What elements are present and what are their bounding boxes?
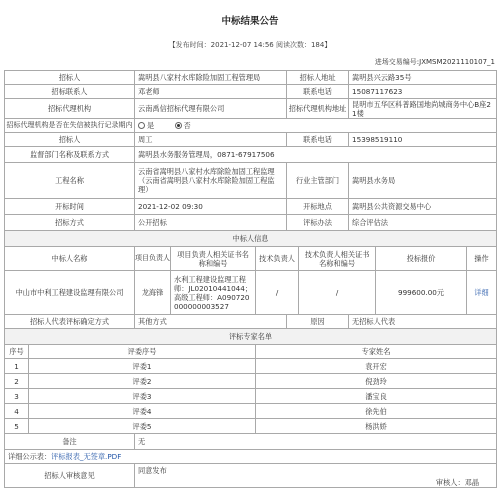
radio-no-label: 否	[183, 121, 191, 131]
audit-reviewer	[436, 478, 479, 487]
audit-label: 招标人审核意见	[5, 464, 135, 488]
tenderer-address-value: 嵩明县兴云路35号	[349, 71, 497, 85]
expert-no: 3	[5, 389, 29, 404]
expert-section-title: 评标专家名单	[5, 329, 497, 345]
contact-phone-value: 15087117623	[349, 85, 497, 99]
row-project	[5, 163, 497, 199]
winner-header-price: 投标报价	[376, 247, 467, 271]
expert-seat: 评委5	[29, 419, 256, 434]
radio-circle-icon	[175, 122, 182, 129]
row-supervisor	[5, 147, 497, 163]
row-attachment	[5, 450, 497, 464]
table-row	[5, 389, 497, 404]
winner-action-cell	[467, 271, 497, 315]
page-title: 中标结果公告	[221, 16, 279, 27]
winner-header-tech: 技术负责人	[256, 247, 299, 271]
winner-header-pm-cert: 项目负责人相关证书名称和编号	[171, 247, 256, 271]
tenderer-value: 嵩明县八家村水库除险加固工程管理局	[135, 71, 287, 85]
table-row	[5, 419, 497, 434]
expert-no: 4	[5, 404, 29, 419]
audit-cell	[135, 464, 497, 488]
winner-section-title: 中标人信息	[5, 231, 497, 247]
table-row	[5, 359, 497, 374]
remark-label: 备注	[5, 434, 135, 450]
attachment-label: 详细公示表：	[8, 452, 52, 461]
expert-seat: 评委2	[29, 374, 256, 389]
representative-label: 招标人	[5, 133, 135, 147]
expert-header-name: 专家姓名	[256, 345, 497, 359]
agency-address-label: 招标代理机构地址	[287, 99, 349, 119]
row-expert-header	[5, 345, 497, 359]
winner-header-action: 操作	[467, 247, 497, 271]
expert-no: 5	[5, 419, 29, 434]
table-row	[5, 404, 497, 419]
supervisor-label: 监督部门名称及联系方式	[5, 147, 135, 163]
open-time-label: 开标时间	[5, 199, 135, 215]
row-rep-method	[5, 315, 497, 329]
row-dishonest	[5, 119, 497, 133]
open-place-value: 嵩明县公共资源交易中心	[349, 199, 497, 215]
radio-no[interactable]	[175, 121, 191, 130]
supervisor-value: 嵩明县水务服务管理局，0871-67917506	[135, 147, 497, 163]
expert-header-seat: 评委序号	[29, 345, 256, 359]
radio-circle-icon	[138, 122, 145, 129]
evaluation-method-value: 综合评估法	[349, 215, 497, 231]
row-agency	[5, 99, 497, 119]
reason-label: 原因	[287, 315, 349, 329]
winner-header-name: 中标人名称	[5, 247, 135, 271]
open-time-value: 2021-12-02 09:30	[135, 199, 287, 215]
rep-method-value: 其他方式	[135, 315, 287, 329]
expert-seat: 评委3	[29, 389, 256, 404]
representative-phone-value: 15398519110	[349, 133, 497, 147]
bid-method-value: 公开招标	[135, 215, 287, 231]
publish-info: 【发布时间：2021-12-07 14:56 阅读次数：184】	[168, 41, 332, 49]
expert-no: 2	[5, 374, 29, 389]
contact-label: 招标联系人	[5, 85, 135, 99]
attachment-cell	[5, 450, 497, 464]
row-tenderer	[5, 71, 497, 85]
expert-seat: 评委4	[29, 404, 256, 419]
winner-name: 中山市中利工程建设监理有限公司	[5, 271, 135, 315]
authority-label: 行业主管部门	[287, 163, 349, 199]
expert-header-no: 序号	[5, 345, 29, 359]
audit-reviewer-label: 审核人：	[435, 477, 465, 487]
representative-phone-label: 联系电话	[287, 133, 349, 147]
open-place-label: 开标地点	[287, 199, 349, 215]
expert-name: 杨洪娇	[256, 419, 497, 434]
project-value: 云南省嵩明县八家村水库除险加固工程监理（云南省嵩明县八家村水库除险加固工程监理）	[135, 163, 287, 199]
row-expert-section	[5, 329, 497, 345]
representative-value: 周工	[135, 133, 287, 147]
expert-name: 倪劲玲	[256, 374, 497, 389]
dishonest-label: 招标代理机构是否在失信被执行记录期内	[5, 119, 135, 133]
row-representative	[5, 133, 497, 147]
tenderer-label: 招标人	[5, 71, 135, 85]
row-winner-header	[5, 247, 497, 271]
attachment-pdf-link[interactable]: 评标报表_无签章.PDF	[51, 452, 122, 461]
rep-method-label: 招标人代表评标确定方式	[5, 315, 135, 329]
winner-pm: 龙海锋	[135, 271, 171, 315]
winner-tech: /	[256, 271, 299, 315]
audit-reviewer-name: 邓晶	[464, 477, 480, 487]
winner-pm-cert: 水利工程建设监理工程师：JL02010441044；高级工程师：A090720000000003527	[171, 271, 256, 315]
agency-value: 云南禹信招标代理有限公司	[135, 99, 287, 119]
project-label: 工程名称	[5, 163, 135, 199]
expert-no: 1	[5, 359, 29, 374]
audit-opinion: 同意发布	[138, 465, 167, 475]
agency-address-value: 昆明市五华区科普路国地尚城商务中心B座21楼	[349, 99, 497, 119]
row-remark	[5, 434, 497, 450]
reason-value: 无招标人代表	[349, 315, 497, 329]
evaluation-method-label: 评标办法	[287, 215, 349, 231]
announcement-table	[4, 70, 497, 488]
expert-seat: 评委1	[29, 359, 256, 374]
contact-value: 邓老师	[135, 85, 287, 99]
row-audit	[5, 464, 497, 488]
audit-box	[138, 465, 493, 487]
radio-yes-label: 是	[147, 121, 155, 131]
winner-tech-cert: /	[299, 271, 376, 315]
dishonest-radio-group	[135, 119, 497, 133]
winner-price: 999600.00元	[376, 271, 467, 315]
trade-code: 进场交易编号:JXMSM2021110107_1	[374, 58, 495, 66]
bid-method-label: 招标方式	[5, 215, 135, 231]
row-bid-method	[5, 215, 497, 231]
expert-name: 潘宝良	[256, 389, 497, 404]
table-row	[5, 271, 497, 315]
authority-value: 嵩明县水务局	[349, 163, 497, 199]
expert-name: 徐先伯	[256, 404, 497, 419]
row-winner-section	[5, 231, 497, 247]
agency-label: 招标代理机构	[5, 99, 135, 119]
row-contact	[5, 85, 497, 99]
winner-detail-link[interactable]: 详细	[474, 288, 489, 297]
contact-phone-label: 联系电话	[287, 85, 349, 99]
winner-header-tech-cert: 技术负责人相关证书名称和编号	[299, 247, 376, 271]
table-row	[5, 374, 497, 389]
remark-value: 无	[135, 434, 497, 450]
expert-name: 袁开宏	[256, 359, 497, 374]
row-open-time	[5, 199, 497, 215]
radio-yes[interactable]	[138, 121, 154, 130]
winner-header-pm: 项目负责人	[135, 247, 171, 271]
tenderer-address-label: 招标人地址	[287, 71, 349, 85]
